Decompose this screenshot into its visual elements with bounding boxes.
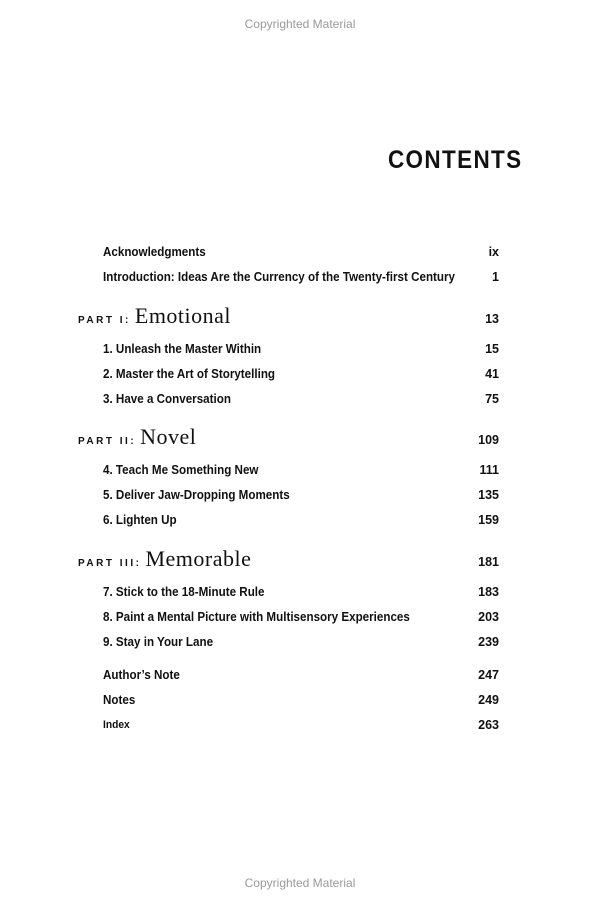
toc-entry-page: 1 bbox=[492, 270, 499, 284]
toc-entry-chapter-8[interactable] bbox=[103, 607, 499, 627]
toc-entry-page: 249 bbox=[478, 693, 499, 707]
toc-entry-chapter-7[interactable] bbox=[103, 582, 499, 602]
toc-entry-page: 263 bbox=[478, 718, 499, 732]
toc-entry-chapter-3[interactable] bbox=[103, 389, 499, 409]
toc-entry-page: 239 bbox=[478, 635, 499, 649]
part-title bbox=[78, 424, 196, 450]
part-label: PART I: bbox=[78, 315, 131, 326]
toc-entry-authors-note[interactable] bbox=[103, 665, 499, 685]
part-heading-2[interactable] bbox=[78, 424, 499, 454]
toc-entry-label: Acknowledgments bbox=[103, 245, 206, 259]
part-page: 181 bbox=[478, 555, 499, 569]
toc-entry-label: 5. Deliver Jaw-Dropping Moments bbox=[103, 488, 290, 502]
toc-entry-index[interactable] bbox=[103, 715, 499, 735]
part-name: Novel bbox=[140, 424, 197, 449]
toc-entry-page: 111 bbox=[479, 463, 499, 477]
toc-entry-page: ix bbox=[488, 245, 499, 259]
toc-entry-label: Notes bbox=[103, 693, 136, 707]
toc-entry-introduction[interactable] bbox=[103, 267, 499, 287]
part-page: 13 bbox=[485, 312, 499, 326]
toc-entry-page: 247 bbox=[478, 668, 499, 682]
toc-entry-chapter-6[interactable] bbox=[103, 510, 499, 530]
toc-entry-page: 203 bbox=[478, 610, 499, 624]
toc-entry-label: 6. Lighten Up bbox=[103, 513, 177, 527]
toc-entry-chapter-9[interactable] bbox=[103, 632, 499, 652]
toc-entry-label: Index bbox=[103, 719, 130, 731]
part-name: Memorable bbox=[145, 546, 252, 571]
toc-entry-label: 1. Unleash the Master Within bbox=[103, 342, 262, 356]
toc-entry-label: 4. Teach Me Something New bbox=[103, 463, 259, 477]
part-title bbox=[78, 546, 251, 572]
toc-entry-label: 8. Paint a Mental Picture with Multisensory Experiences bbox=[103, 610, 410, 624]
toc-entry-page: 75 bbox=[485, 392, 499, 406]
toc-entry-label: 9. Stay in Your Lane bbox=[103, 635, 214, 649]
toc-entry-page: 159 bbox=[478, 513, 499, 527]
toc-entry-label: 3. Have a Conversation bbox=[103, 392, 231, 406]
part-heading-1[interactable] bbox=[78, 303, 499, 333]
toc-entry-notes[interactable] bbox=[103, 690, 499, 710]
toc-entry-page: 15 bbox=[485, 342, 499, 356]
part-title bbox=[78, 303, 231, 329]
part-name: Emotional bbox=[134, 303, 232, 328]
toc-entry-chapter-5[interactable] bbox=[103, 485, 499, 505]
toc-entry-acknowledgments[interactable] bbox=[103, 242, 499, 262]
toc-entry-chapter-1[interactable] bbox=[103, 339, 499, 359]
part-label: PART III: bbox=[78, 558, 142, 569]
toc-entry-chapter-4[interactable] bbox=[103, 460, 499, 480]
part-label: PART II: bbox=[78, 436, 137, 447]
toc-entry-page: 135 bbox=[478, 488, 499, 502]
watermark-top: Copyrighted Material bbox=[244, 17, 356, 31]
toc-entry-page: 183 bbox=[478, 585, 499, 599]
toc-entry-chapter-2[interactable] bbox=[103, 364, 499, 384]
toc-entry-label: 7. Stick to the 18-Minute Rule bbox=[103, 585, 265, 599]
watermark-bottom: Copyrighted Material bbox=[244, 876, 356, 890]
part-heading-3[interactable] bbox=[78, 546, 499, 576]
toc-entry-label: Introduction: Ideas Are the Currency of the Twenty-first Century bbox=[103, 270, 456, 284]
toc-entry-label: 2. Master the Art of Storytelling bbox=[103, 367, 276, 381]
page-title: CONTENTS bbox=[387, 146, 522, 174]
toc-entry-page: 41 bbox=[485, 367, 499, 381]
toc-entry-label: Author’s Note bbox=[103, 668, 180, 682]
part-page: 109 bbox=[478, 433, 499, 447]
